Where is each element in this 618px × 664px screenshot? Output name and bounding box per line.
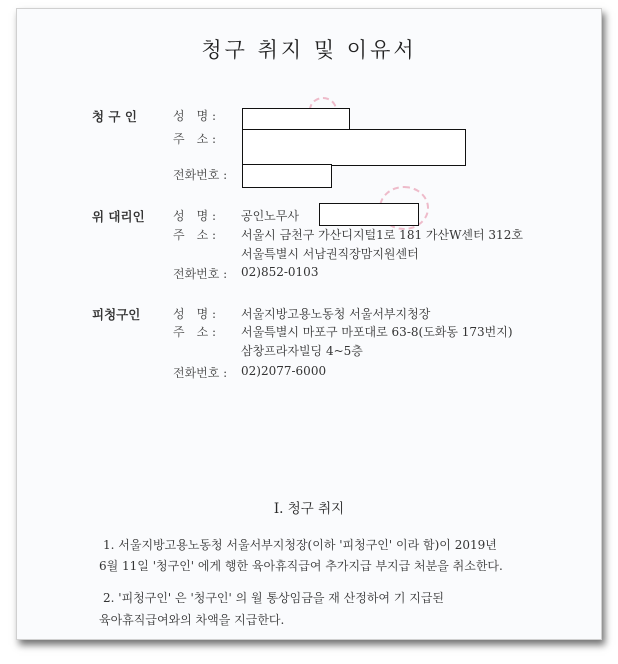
section-heading: I. 청구 취지 bbox=[273, 501, 345, 517]
respondent-phone-label: 전화번호 : bbox=[173, 366, 228, 380]
agent-role-label: 위 대리인 bbox=[92, 209, 145, 224]
agent-phone-value: 02)852-0103 bbox=[241, 265, 319, 279]
respondent-role-label: 피청구인 bbox=[92, 307, 141, 322]
claimant-address-label: 주 소 : bbox=[173, 132, 217, 146]
claimant-name-label: 성 명 : bbox=[173, 109, 217, 123]
document-page bbox=[16, 8, 602, 640]
agent-phone-label: 전화번호 : bbox=[173, 267, 228, 281]
redacted-agent-name bbox=[319, 203, 419, 226]
respondent-name-label: 성 명 : bbox=[173, 307, 217, 321]
paragraph-2-line-1: 2. '피청구인' 은 '청구인' 의 월 통상임금을 재 산정하여 기 지급된 bbox=[103, 591, 444, 605]
document-title: 청구 취지 및 이유서 bbox=[201, 38, 417, 62]
redacted-claimant-phone bbox=[242, 164, 332, 188]
paragraph-2-line-2: 육아휴직급여와의 차액을 지급한다. bbox=[99, 613, 285, 627]
agent-address-line2: 서울특별시 서남권직장맘지원센터 bbox=[241, 247, 419, 261]
respondent-name-value: 서울지방고용노동청 서울서부지청장 bbox=[241, 307, 431, 321]
agent-name-label: 성 명 : bbox=[173, 209, 217, 223]
respondent-address-line1: 서울특별시 마포구 마포대로 63-8(도화동 173번지) bbox=[241, 325, 513, 339]
claimant-role-label: 청 구 인 bbox=[92, 109, 137, 124]
redacted-claimant-address bbox=[242, 129, 466, 166]
respondent-phone-value: 02)2077-6000 bbox=[241, 364, 327, 378]
agent-address-label: 주 소 : bbox=[173, 228, 217, 242]
redacted-claimant-name bbox=[242, 108, 350, 131]
paragraph-1-line-1: 1. 서울지방고용노동청 서울서부지청장(이하 '피청구인' 이라 함)이 2019년 bbox=[103, 538, 497, 552]
claimant-phone-label: 전화번호 : bbox=[173, 168, 228, 182]
agent-name-value: 공인노무사 bbox=[241, 209, 299, 223]
respondent-address-line2: 삼창프라자빌딩 4~5층 bbox=[241, 344, 363, 358]
respondent-address-label: 주 소 : bbox=[173, 325, 217, 339]
agent-address-line1: 서울시 금천구 가산디지털1로 181 가산W센터 312호 bbox=[241, 228, 523, 242]
paragraph-1-line-2: 6월 11일 '청구인' 에게 행한 육아휴직급여 추가지급 부지급 처분을 취소한다. bbox=[99, 559, 503, 573]
